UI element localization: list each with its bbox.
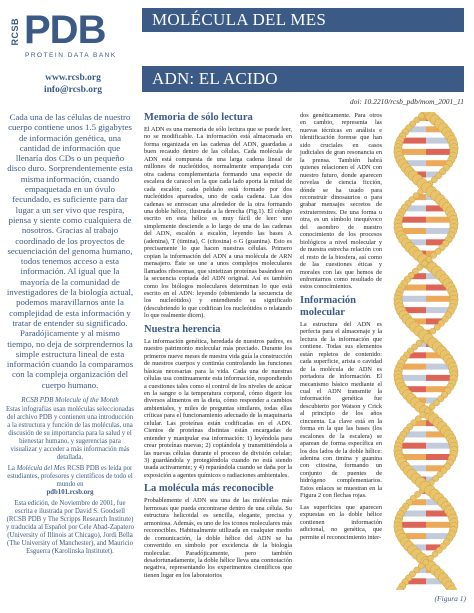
intro-text: Cada una de las células de nuestro cuerpo contiene unos 1.5 gigabytes de información genética, una cantidad de información que llenaría dos CDs o un pequeño disco duro. Sorprendentemente esta misma información, cuando empaquetada en un óvulo fecundado, es suficiente para dar lugar a un ser vivo que respira, piensa y siente como cualquiera de nosotros. Gracias al trabajo coordinado de los proyectos de secuenciación del genoma humano, todos tenemos acceso a esta información. Al igual que la mayoría de la comunidad de investigadores de la biología actual, podemos maravillarnos ante la complejidad de esta información y tratar de entender su significado. Paradójicamente y al mismo tiempo, no deja de sorprendernos la simple estructura lineal de esta información cuando la comparamos con la compleja organización del cuerpo humano. — [6, 112, 134, 390]
series-info-readership: La Molécula del Mes RCSB PDB es leída por estudiantes, profesores y científicos de todo el mundo en pdb101.rcsb.org — [7, 465, 133, 496]
secondary-article-column — [300, 112, 382, 545]
page-title: ADN: EL ACIDO DESOXIRRIBONUCLEICO — [142, 66, 464, 92]
dna-helix-figure — [386, 112, 466, 590]
section-text-herencia: La información genética, heredada de nuestros padres, es nuestro patrimonio molecular más preciado. Durante los primeros nueve meses de nuestra vida guía la construcción de nuestros cuerpos y continúa controlando las funciones básicas necesarias para la vida. Cada una de nuestras células usa continuamente esta información, respondiendo a cuestiones tales como el control de los niveles de azúcar en la sangre o la temperatura corporal, cómo digerir los diversos alimentos en la dieta, cómo responder a cambios ambientales, y miles de preguntas similares, todas ellas críticas para el funcionamiento adecuado de la maquinaria celular. Las proteínas están codificadas en el ADN. Cientos de proteínas distintas están encargadas de entender y manipular esa información: 1) leyéndola para crear proteínas nuevas; 2) copiándola y transmitiéndola a las nuevas células durante el proceso de división celular; 3) guardándola y protegiéndola cuando no está siendo usada activamente; y 4) reparándola cuando se daña por la exposición a agentes químicos o radiaciones ambientales. — [144, 337, 292, 479]
section-text-informacion: La estructura del ADN es perfecta para el almacenaje y la lectura de la información que contiene. Todas sus elementos están repletos de contenido: cada superficie, arista o cavidad de la molécula de ADN es portadora de información. El mecanismo básico mediante el cual el ADN transmite la información genética fue descubierto por Watson y Crick al principio de los años cincuenta. La clave está en la forma en la que las bases (los escalones de la escalera) se aparean de forma específica en los dos lados de la doble hélice: adenina con timina y guanina con citosina, formando un conjunto de puentes de hidrógeno complementarios. Estos enlaces se muestran en la Figura 2 con flechas rojas. — [300, 320, 382, 500]
section-text-superficies: Las superficies que aparecen expuestas en la doble hélice contienen información adicional, no genética, que permite el reconocimiento inter- — [300, 503, 382, 541]
header-contact — [10, 72, 136, 96]
doi-text: doi: 10.2210/rcsb_pdb/mom_2001_11 — [349, 97, 464, 106]
section-text-molecula: Probablemente el ADN sea una de las moléculas más hermosas que pueda encontrarse dentro de una célula. Su estructura helicoidal es sencilla, elegante, precisa y armoniosa. Además, es uno de los iconos moleculares más reconocibles. Habitualmente utilizada en cualquier medio de comunicación, la doble hélice del ADN se ha convertido en símbolo por excelencia de la biología molecular. Paradójicamente, pero también desafortunadamente, la doble hélice lleva una connotación negativa, representando los experimentos científicos que tienen lugar en los laboratorios — [144, 497, 292, 579]
rcsb-pdb-logo[interactable] — [6, 8, 136, 72]
series-title: MOLÉCULA DEL MES — [142, 8, 464, 32]
main-article-column — [144, 112, 292, 583]
logo-subtitle: PROTEIN DATA BANK — [25, 52, 117, 59]
series-info-title: RCSB PDB Molecule of the Month — [21, 396, 119, 404]
section-text-continued: dos genéticamente. Para otros en cambio, representa las nuevas técnicas en análisis e identificación forense que han sido cruciales en casos judiciales de gran resonancia en la prensa. También habrá quienes relacionen el ADN con nuestro futuro, donde aparecen novelas de ciencia ficción, dónde se ha usado para reconstruir dinosaurios o para grabar mensajes secretos de extraterrestres. De una forma u otra, es un símbolo inequívoco del asombro de nuestro conocimiento de los procesos biológicos a nivel molecular y de nuestra estrecha relación con el resto de la biosfera, así como de las cuestiones éticas y morales con las que hemos de enfrentarnos como resultado de estos conocimientos. — [300, 112, 382, 291]
dna-helix-illustration — [386, 112, 466, 590]
series-info-box — [6, 396, 134, 559]
section-text-memoria: El ADN es una memoria de sólo lectura que se puede leer, no se modificable. La información está almacenada en forma organizada en las cadenas del ADN, guardadas a buen recaudo dentro de las células. Cada molécula de ADN está compuesta de una larga cadena lineal de millones de nucleótidos, normalmente emparejada con otra cadena complementaria formando una especie de escalera de caracol en la que cada lado aporta la mitad de cada escalón; cada peldaño está formado por dos nucleótidos apareados, uno de cada cadena. Las dos cadenas se enroscan una alrededor de la otra formando una doble hélice, ilustrada a la derecha (Fig.1). El código escrito en esta hélice es muy fácil de leer: uno simplemente desciende a lo largo de una de las cadenas del ADN, escalón a escalón, leyendo las bases A (adenina), T (timina), C (citosina) o G (guanina). Esto es precisamente lo que hacen nuestras células. Primero copian la información del ADN a una molécula de ARN mensajero. Éste se une a unos complejos moleculares llamados ribosomas, que sintetizan proteínas basándose en la secuencia copiada del ADN original. Así es también como los biólogos moleculares determinan lo que está escrito en el ADN: leyendo (obteniendo la secuencia de los nucleótidos) y entendiendo su significado (descubriendo lo que codifican los nucleótidos o relatando lo que realmente dicen). — [144, 126, 292, 320]
pdb101-link[interactable]: pdb101.rcsb.org — [46, 489, 94, 496]
section-title-herencia: Nuestra herencia — [144, 323, 221, 335]
series-info-credits: Esta edición, de Noviembre de 2001, fue escrita e ilustrada por David S. Goodsell (RCSB PDB y The Scripps Research Institute) y traducida al Español por Cele Abad-Zapatero (University of Illinois at Chicago), Jordi Bella (The University of Manchester), and Mauricio Esguerra (Karolinska Institutet). — [6, 500, 134, 555]
section-title-memoria: Memoria de sólo lectura — [144, 112, 253, 123]
intro-column — [6, 112, 134, 390]
logo-rcsb-text: RCSB — [10, 18, 20, 46]
series-info-description: Estas infografías usan moléculas seleccionadas del archivo PDB y contienen una introducción a la estructura y función de las moléculas, una discusión de su importancia para la salud y el bienestar humano, y sugerencias para visualizar y acceder a más información más detallada. — [6, 406, 134, 461]
logo-pdb-text: PDB — [24, 8, 106, 52]
section-title-informacion: Información molecular — [300, 294, 356, 318]
website-link[interactable]: www.rcsb.org — [45, 73, 101, 83]
figure-caption: (Figura 1) — [434, 594, 466, 603]
email-link[interactable]: info@rcsb.org — [43, 85, 102, 95]
section-title-molecula: La molécula más reconocible — [144, 483, 274, 495]
